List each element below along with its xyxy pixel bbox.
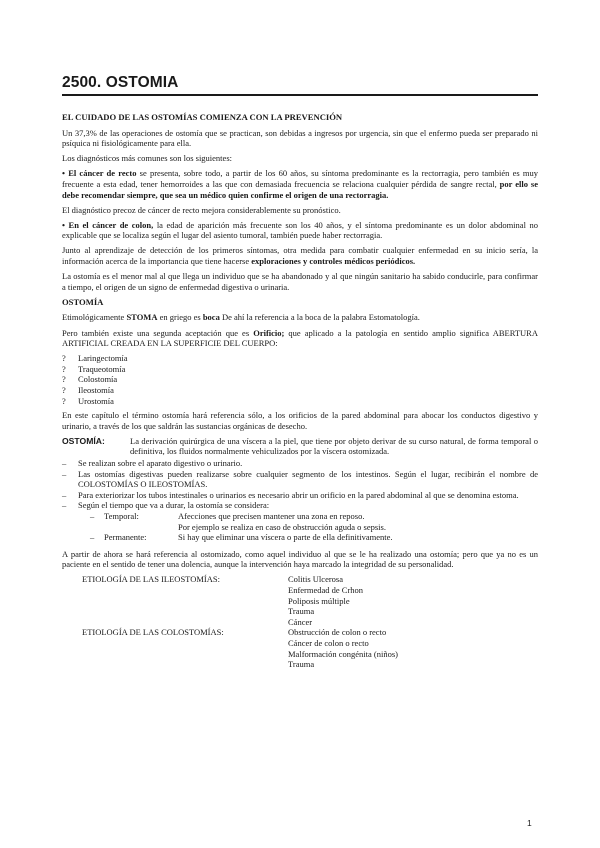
dash-marker: – (90, 532, 95, 543)
bold-tail: por ello se debe recomendar siempre, que sea un médico quien confirme el origen de una rectorragia. (62, 178, 538, 200)
page-number: 1 (527, 818, 532, 828)
text-run: De ahí la referencia a la boca de la palabra Estomatología. (219, 312, 420, 323)
paragraph-orifice (62, 328, 538, 349)
document-body (62, 112, 538, 670)
paragraph-lesser-evil: La ostomía es el menor mal al que llega un individuo que se ha abandonado y al que ningún sanitario ha sabido conducirle, para confirmar a tiempo, el origen de un signo de enfermedad digestiva o urinaria. (62, 271, 538, 292)
dash-item-text: Para exteriorizar los tubos intestinales o urinarios es necesario abrir un orificio en la pared abdominal al que se denomina estoma. (78, 489, 519, 500)
section-heading-prevention: EL CUIDADO DE LAS OSTOMÍAS COMIENZA CON LA PREVENCIÓN (62, 112, 343, 122)
paragraph-colon-cancer (62, 220, 538, 241)
list-item-text: Colostomía (78, 374, 118, 385)
paragraph-diagnoses-intro: Los diagnósticos más comunes son los siguientes: (62, 153, 232, 164)
list-item-text: Urostomía (78, 395, 114, 406)
list-marker: ? (62, 395, 66, 406)
definition-label: OSTOMÍA: (62, 435, 105, 446)
etiology-item: Colitis Ulcerosa (288, 574, 344, 585)
list-item (62, 364, 538, 375)
list-marker: ? (62, 363, 66, 374)
dash-item (62, 500, 538, 511)
dash-marker: – (62, 468, 67, 479)
definition-text: La derivación quirúrgica de una víscera a la piel, que tiene por objeto derivar de su curso natural, de forma temporal o definitiva, los fluidos normalmente vehiculizados por la víscera ostomizada. (130, 435, 538, 457)
paragraph-urgencies: Un 37,3% de las operaciones de ostomía que se practican, son debidas a ingresos por urgencia, sin que el enfermo pueda ser preparado ni psíquica ni fisiológicamente para ella. (62, 127, 538, 149)
dash-item (62, 490, 538, 501)
list-item-text: Traqueotomía (78, 363, 126, 374)
sub-item-temporal (62, 511, 538, 522)
paragraph-medical-checks (62, 245, 538, 266)
sub-item-continuation: Por ejemplo se realiza en caso de obstrucción aguda o sepsis. (178, 521, 386, 532)
etiology-list (288, 574, 538, 627)
sub-item-permanent (62, 532, 538, 543)
bold-text: exploraciones y controles médicos periódicos. (251, 256, 416, 267)
bold-lead: El cáncer de recto (68, 168, 137, 179)
paragraph-early-diagnosis: El diagnóstico precoz de cáncer de recto mejora considerablemente su pronóstico. (62, 204, 341, 215)
list-marker: ? (62, 384, 66, 395)
dash-marker: – (90, 511, 95, 521)
bold-term-boca: boca (202, 312, 220, 323)
etiology-item: Poliposis múltiple (288, 595, 350, 606)
list-item (62, 353, 538, 364)
sub-item-key: Temporal: (104, 511, 139, 521)
dash-item (62, 469, 538, 490)
text-run: en griego es (157, 312, 203, 323)
list-marker: ? (62, 353, 66, 364)
dash-marker: – (62, 500, 67, 511)
paragraph-rectal-cancer (62, 168, 538, 200)
list-item-text: Ileostomía (78, 384, 114, 395)
etiology-label: ETIOLOGÍA DE LAS ILEOSTOMÍAS: (82, 574, 220, 585)
bold-term-stoma: STOMA (126, 312, 158, 323)
etiology-item: Cáncer de colon o recto (288, 638, 369, 649)
paragraph-text: Junto al aprendizaje de detección de los primeros síntomas, otra medida para combatir cualquier enfermedad en su inicio sería, la información acerca de la importancia que tiene hacerse (62, 245, 538, 267)
paragraph-etymology (62, 312, 538, 323)
list-marker: ? (62, 374, 66, 385)
list-item (62, 396, 538, 407)
etiology-ileostomy (62, 574, 538, 627)
dash-item-text: Se realizan sobre el aparato digestivo o urinario. (78, 458, 243, 469)
sub-item-key: Permanente: (104, 532, 147, 543)
section-heading-ostomia: OSTOMÍA (62, 296, 104, 307)
bold-lead: En el cáncer de colon, (68, 219, 154, 230)
dash-marker: – (62, 458, 67, 469)
dash-item-text: Las ostomías digestivas pueden realizarse sobre cualquier segmento de los intestinos. Según el lugar, recibirán el nombre de COLOSTOMÍAS O ILEOSTOMÍAS. (78, 468, 538, 490)
etiology-item: Trauma (288, 606, 315, 617)
etiology-item: Trauma (288, 659, 315, 670)
list-item (62, 385, 538, 396)
page-title: 2500. OSTOMIA (62, 74, 538, 96)
etiology-list (288, 627, 538, 669)
dash-marker: – (62, 489, 67, 500)
bold-term-orificio: Orificio; (253, 327, 285, 338)
text-run: Etimológicamente (62, 312, 127, 323)
etiology-colostomy (62, 627, 538, 669)
paragraph-chapter-scope: En este capítulo el término ostomía hará referencia sólo, a los orificios de la pared abdominal para abocar los conductos digestivo y urinario, a través de los que saldrán las sustancias orgánicas de desecho. (62, 410, 538, 431)
paragraph-text: se presenta, sobre todo, a partir de los 60 años, su síntoma predominante es la rectorragia, pero también es muy frecuente a esta edad, tener hemorroides a las que con demasiada frecuencia se relaciona cualquier pérdida de sangre rectal, (62, 168, 538, 189)
etiology-label: ETIOLOGÍA DE LAS COLOSTOMÍAS: (82, 627, 224, 638)
sub-item-text: Afecciones que precisen mantener una zona en reposo. (178, 511, 365, 521)
etiology-item: Obstrucción de colon o recto (288, 627, 387, 638)
dash-item (62, 458, 538, 469)
etiology-item: Malformación congénita (niños) (288, 648, 398, 659)
etiology-item: Cáncer (288, 616, 313, 627)
text-run: que aplicado a la patología en sentido amplio significa ABERTURA ARTIFICIAL CREADA EN LA SUPERFICIE DEL CUERPO: (62, 327, 538, 349)
bullet-marker: • (62, 168, 69, 179)
etiology-item: Enfermedad de Crhon (288, 585, 364, 596)
paragraph-ostomized: A partir de ahora se hará referencia al ostomizado, como aquel individuo al que se le ha realizado una ostomía; pero que ya no es un paciente en el sentido de tener una dolencia, aunque la intervención haya marcado la integridad de su personalidad. (62, 548, 538, 570)
sub-item-text: Si hay que eliminar una víscera o parte de ella definitivamente. (178, 532, 393, 543)
text-run: Pero también existe una segunda aceptación que es (62, 327, 254, 338)
dash-item-text: Según el tiempo que va a durar, la ostomía se considera: (78, 500, 270, 511)
list-item-text: Laringectomía (78, 353, 128, 364)
ostomia-definition (62, 436, 538, 457)
bullet-marker: • (62, 219, 69, 230)
list-item (62, 374, 538, 385)
ostomy-types-list (62, 353, 538, 406)
paragraph-text: la edad de aparición más frecuente son los 40 años, y el síntoma predominante es un dolor abdominal no explicable que se localiza según el lugar del asiento tumoral, también puede haber rectorragia. (62, 219, 538, 241)
